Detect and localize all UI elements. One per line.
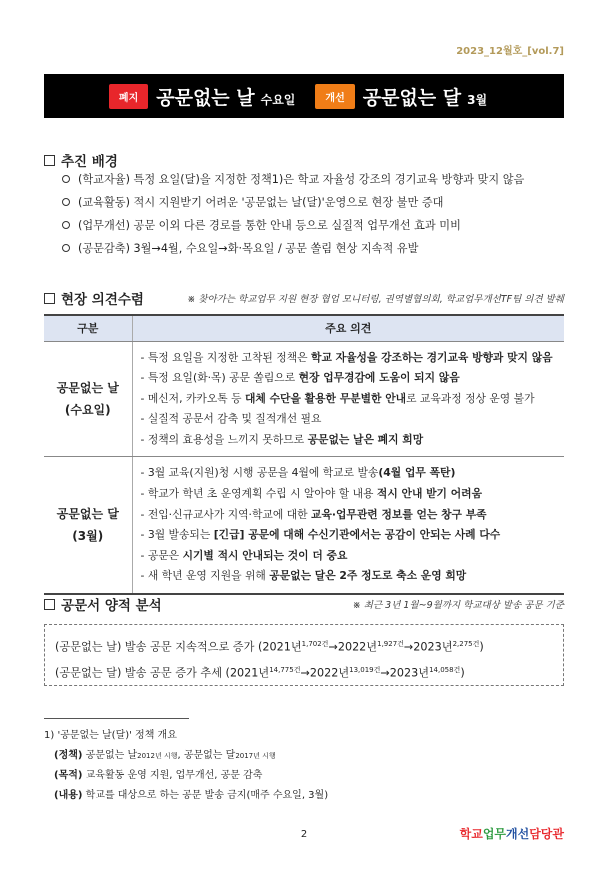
row-opinions-march	[132, 457, 564, 594]
square-bullet-icon	[44, 155, 55, 166]
department-logo: 학교업무개선담당관	[459, 827, 564, 841]
issue-label: 2023_12월호_[vol.7]	[456, 46, 564, 57]
list-item-text: (교육활동) 적시 지원받기 어려운 '공문없는 날(달)'운영으로 현장 불만 증대	[78, 196, 444, 209]
footnotes	[44, 726, 564, 806]
circle-bullet-icon	[62, 198, 70, 206]
circle-bullet-icon	[62, 244, 70, 252]
row-label-line2: (수요일)	[64, 402, 111, 417]
opinion-item: - 실질적 공문서 감축 및 질적개선 필요	[140, 412, 322, 426]
table-header-row	[44, 315, 564, 341]
col-header-opinions: 주요 의견	[132, 315, 564, 341]
abolish-tag: 폐지	[109, 84, 148, 109]
background-list	[62, 172, 562, 264]
background-heading-text: 추진 배경	[61, 154, 118, 170]
row-label-line1: 공문없는 날	[56, 380, 119, 395]
row-label-line1: 공문없는 달	[56, 507, 119, 522]
opinion-item: - 특정 요일을 지정한 고착된 정책은 학교 자율성을 강조하는 경기교육 방향과 맞지 않음	[140, 350, 553, 364]
opinion-item: - 특정 요일(화·목) 공문 쏠림으로 현장 업무경감에 도움이 되지 않음	[140, 371, 460, 385]
list-item	[62, 218, 562, 233]
opinions-heading	[44, 288, 144, 308]
banner-title-1: 공문없는 날	[156, 86, 255, 109]
analysis-line-march: (공문없는 달) 발송 공문 증가 추세 (2021년$^{14,775건}$→2022년$^{13,019건}$→2023년$^{14,058건}$)	[55, 665, 465, 680]
table-row	[44, 341, 564, 457]
footnote-purpose: (목적) 교육활동 운영 지원, 업무개선, 공문 감축	[54, 770, 263, 781]
opinion-item: - 정책의 효용성을 느끼지 못하므로 공문없는 날은 폐지 희망	[140, 432, 424, 446]
opinion-item: - 전입·신규교사가 지역·학교에 대한 교육·업무관련 정보를 얻는 창구 부족	[140, 507, 487, 521]
opinion-item: - 새 학년 운영 지원을 위해 공문없는 달은 2주 정도로 축소 운영 희망	[140, 569, 467, 583]
footnote-content: (내용) 학교를 대상으로 하는 공문 발송 금지(매주 수요일, 3월)	[54, 790, 329, 801]
opinion-item: - 공문은 시기별 적시 안내되는 것이 더 중요	[140, 548, 348, 562]
footnote-policy: (정책) 공문없는 날2012년 시행, 공문없는 달2017년 시행	[54, 750, 276, 761]
analysis-box	[44, 624, 564, 686]
banner-group-1	[156, 83, 295, 110]
background-heading	[44, 150, 118, 170]
list-item	[62, 172, 562, 187]
page-number: 2	[300, 829, 308, 840]
opinions-note: ※ 찾아가는 학교업무 지원 현장 협업 모니터링, 권역별협의회, 학교업무개선TF팀 의견 발췌	[187, 294, 564, 305]
circle-bullet-icon	[62, 175, 70, 183]
list-item-text: (공문감축) 3월→4월, 수요일→화·목요일 / 공문 쏠림 현상 지속적 유발	[78, 242, 419, 255]
opinion-item: - 메신저, 카카오톡 등 대체 수단을 활용한 무분별한 안내로 교육과정 정상 운영 불가	[140, 391, 535, 405]
opinions-heading-text: 현장 의견수렴	[61, 292, 144, 308]
banner-title-2: 공문없는 달	[362, 86, 462, 109]
opinions-table	[44, 314, 564, 595]
banner-sub-1: 수요일	[260, 92, 296, 107]
col-header-category: 구분	[44, 315, 132, 341]
banner-sub-2: 3월	[467, 92, 488, 107]
banner-group-2	[363, 83, 487, 110]
square-bullet-icon	[44, 599, 55, 610]
analysis-note: ※ 최근 3년 1월~9월까지 학교대상 발송 공문 기준	[352, 600, 564, 611]
title-banner	[44, 74, 564, 118]
improve-tag: 개선	[315, 84, 354, 109]
square-bullet-icon	[44, 293, 55, 304]
list-item-text: (업무개선) 공문 이외 다른 경로를 통한 안내 등으로 실질적 업무개선 효과 미비	[78, 219, 461, 232]
footnote-divider	[44, 718, 189, 719]
footnote-title: 1) '공문없는 날(달)' 정책 개요	[44, 730, 177, 741]
opinion-item: - 학교가 학년 초 운영계획 수립 시 알아야 할 내용 적시 안내 받기 어려움	[140, 487, 483, 501]
list-item	[62, 241, 562, 256]
row-label-march	[44, 457, 132, 594]
analysis-line-wednesday: (공문없는 날) 발송 공문 지속적으로 증가 (2021년$^{1,702건}$→2022년$^{1,927건}$→2023년$^{2,275건}$)	[55, 640, 484, 654]
row-label-wednesday	[44, 341, 132, 457]
opinion-item: - 3월 발송되는 [긴급] 공문에 대해 수신기관에서는 공감이 안되는 사례 다수	[140, 528, 501, 542]
circle-bullet-icon	[62, 221, 70, 229]
list-item	[62, 195, 562, 210]
row-label-line2: (3월)	[72, 529, 104, 544]
analysis-heading	[44, 594, 162, 614]
table-row	[44, 457, 564, 594]
row-opinions-wednesday	[132, 341, 564, 457]
analysis-heading-text: 공문서 양적 분석	[61, 598, 162, 614]
opinion-item: - 3월 교육(지원)청 시행 공문을 4월에 학교로 발송(4월 업무 폭탄)	[140, 466, 456, 480]
list-item-text: (학교자율) 특정 요일(달)을 지정한 정책1)은 학교 자율성 강조의 경기교육 방향과 맞지 않음	[78, 173, 525, 186]
